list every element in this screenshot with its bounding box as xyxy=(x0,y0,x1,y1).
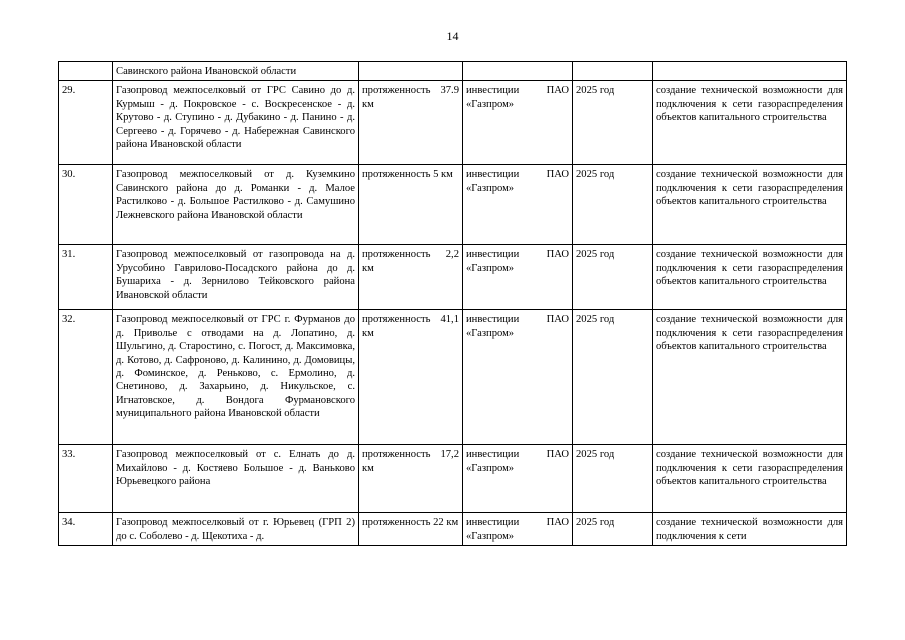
page-number: 14 xyxy=(446,29,459,43)
investment-owner: ПАО xyxy=(546,169,569,181)
table-row xyxy=(59,445,847,513)
row-number-cell: 33. xyxy=(59,445,113,513)
row-number-cell: 34. xyxy=(59,513,113,546)
row-number-cell xyxy=(59,62,113,81)
investment-label: инвестиции xyxy=(466,169,520,181)
year-cell: 2025 год xyxy=(573,245,653,310)
investment-cell xyxy=(463,445,573,513)
table-row xyxy=(59,165,847,245)
table-row xyxy=(59,245,847,310)
description-cell: Газопровод межпоселковый от ГРС Савино до д. Курмыш - д. Покровское - с. Воскресенское - д. Крутово - д. Ступино - д. Дубакино - д. Панино - д. Сергеево - д. Горячево - д. Набережная Савинского района Ивановской области xyxy=(113,81,359,165)
investment-label: инвестиции xyxy=(466,249,520,261)
length-cell: протяженность 5 км xyxy=(359,165,463,245)
result-cell: создание технической возможности для подключения к сети газораспределения объектов капитального строительства xyxy=(653,81,847,165)
result-cell: создание технической возможности для подключения к сети газораспределения объектов капитального строительства xyxy=(653,245,847,310)
table-row xyxy=(59,310,847,445)
investment-cell xyxy=(463,81,573,165)
length-cell xyxy=(359,62,463,81)
length-cell: протяженность 2,2 км xyxy=(359,245,463,310)
investment-cell xyxy=(463,165,573,245)
investment-owner: ПАО xyxy=(546,449,569,461)
investment-owner: ПАО xyxy=(546,517,569,529)
investment-cell xyxy=(463,245,573,310)
gas-pipeline-table xyxy=(58,61,847,546)
investment-company: «Газпром» xyxy=(466,262,515,274)
length-cell: протяженность 41,1 км xyxy=(359,310,463,445)
row-number-cell: 30. xyxy=(59,165,113,245)
table-row-continuation xyxy=(59,62,847,81)
description-cell: Газопровод межпоселковый от ГРС г. Фурманов до д. Приволье с отводами на д. Лопатино, д. Шульгино, д. Старостино, с. Погост, д. Максимовка, д. Котово, д. Сафроново, д. Калинино, д. Домовицы, д. Фоминское, д. Реньково, с. Ермолино, д. Снетиново, д. Захарьино, д. Никульское, с. Игнатовское, д. Вондога Фурмановского муниципального района Ивановской области xyxy=(113,310,359,445)
investment-owner: ПАО xyxy=(546,314,569,326)
result-cell: создание технической возможности для подключения к сети xyxy=(653,513,847,546)
description-cell: Газопровод межпоселковый от газопровода на д. Урусобино Гаврилово-Посадского района до д. Бушариха - д. Зернилово Тейковского района Ивановской области xyxy=(113,245,359,310)
length-cell: протяженность 22 км xyxy=(359,513,463,546)
investment-company: «Газпром» xyxy=(466,98,515,110)
table-row xyxy=(59,513,847,546)
year-cell: 2025 год xyxy=(573,445,653,513)
length-cell: протяженность 37.9 км xyxy=(359,81,463,165)
row-number-cell: 29. xyxy=(59,81,113,165)
description-cell: Газопровод межпоселковый от г. Юрьевец (ГРП 2) до с. Соболево - д. Щекотиха - д. xyxy=(113,513,359,546)
result-cell: создание технической возможности для подключения к сети газораспределения объектов капитального строительства xyxy=(653,165,847,245)
year-cell xyxy=(573,62,653,81)
result-cell: создание технической возможности для подключения к сети газораспределения объектов капитального строительства xyxy=(653,310,847,445)
investment-company: «Газпром» xyxy=(466,462,515,474)
investment-cell xyxy=(463,62,573,81)
year-cell: 2025 год xyxy=(573,165,653,245)
table-row xyxy=(59,81,847,165)
investment-label: инвестиции xyxy=(466,517,520,529)
result-cell xyxy=(653,62,847,81)
investment-cell xyxy=(463,513,573,546)
investment-label: инвестиции xyxy=(466,85,520,97)
year-cell: 2025 год xyxy=(573,513,653,546)
description-cell: Газопровод межпоселковый от с. Елнать до д. Михайлово - д. Костяево Большое - д. Ваньково Юрьевецкого района xyxy=(113,445,359,513)
year-cell: 2025 год xyxy=(573,81,653,165)
investment-label: инвестиции xyxy=(466,314,520,326)
description-cell: Газопровод межпоселковый от д. Куземкино Савинского района до д. Романки - д. Малое Растилково - д. Большое Растилково - д. Самушино Лежневского района Ивановской области xyxy=(113,165,359,245)
investment-owner: ПАО xyxy=(546,85,569,97)
investment-company: «Газпром» xyxy=(466,182,515,194)
row-number-cell: 31. xyxy=(59,245,113,310)
row-number-cell: 32. xyxy=(59,310,113,445)
length-cell: протяженность 17,2 км xyxy=(359,445,463,513)
investment-cell xyxy=(463,310,573,445)
description-cell: Савинского района Ивановской области xyxy=(113,62,359,81)
investment-company: «Газпром» xyxy=(466,327,515,339)
investment-label: инвестиции xyxy=(466,449,520,461)
year-cell: 2025 год xyxy=(573,310,653,445)
result-cell: создание технической возможности для подключения к сети газораспределения объектов капитального строительства xyxy=(653,445,847,513)
investment-owner: ПАО xyxy=(546,249,569,261)
investment-company: «Газпром» xyxy=(466,530,515,542)
